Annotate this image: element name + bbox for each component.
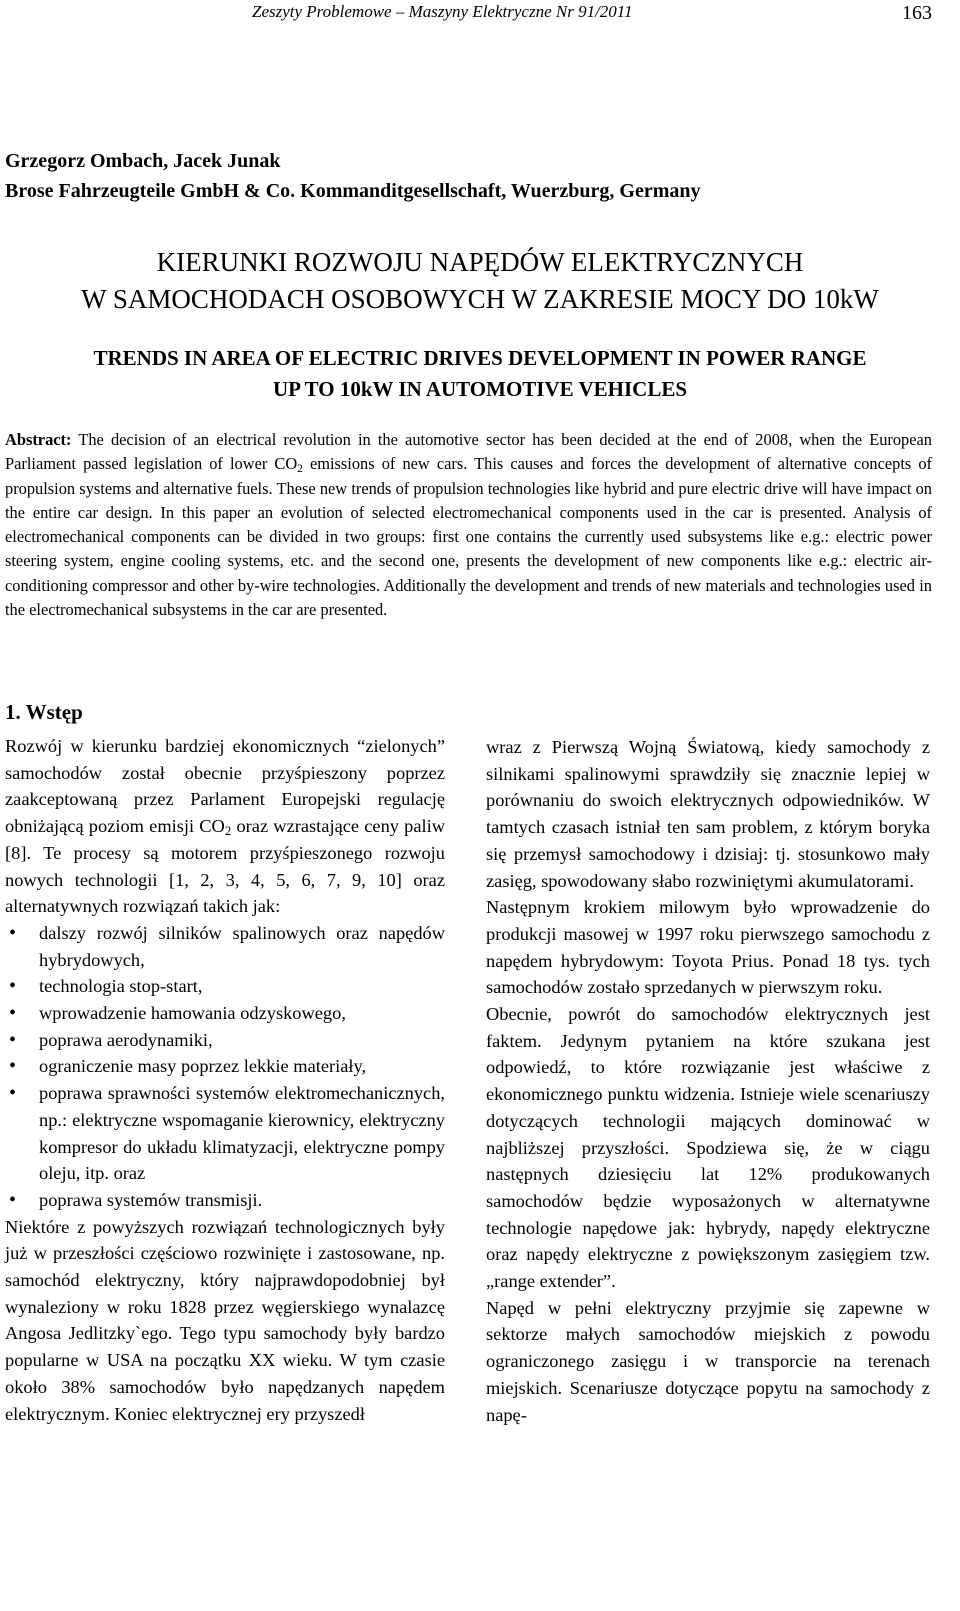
journal-title: Zeszyty Problemowe – Maszyny Elektryczne Nr 91/2011 [252, 2, 633, 21]
history-paragraph: Niektóre z powyższych rozwiązań technologicznych były już w przeszłości częściowo rozwinięte i zastosowane, np. samochód elektryczny, który najprawdopodobniej był wynaleziony w roku 1828 przez węgierskiego wynalazcę Angosa Jedlitzky`ego. Tego typu samochody były bardzo popularne w USA na początku XX wieku. W tym czasie około 38% samochodów było napędzanych napędem elektrycznym. Koniec elektrycznej ery przyszedł [5, 1216, 445, 1424]
bullet-item: • dalszy rozwój silników spalinowych oraz napędów hybrydowych, [5, 920, 445, 973]
bullet-item: • poprawa systemów transmisji. [5, 1187, 445, 1214]
section-heading: 1. Wstęp [5, 700, 83, 724]
right-paragraph-3: Obecnie, powrót do samochodów elektrycznych jest faktem. Jedynym pytaniem na które szukana jest odpowiedź, to które rozwiązanie jest właściwe z ekonomicznego punktu widzenia. Istnieje wiele scenariuszy dotyczących technologii mających dominować w najbliższej przyszłości. Spodziewa się, że w ciągu następnych dziesięciu lat 12% produkowanych samochodów będzie wyposażonych w alternatywne technologie napędowe jak: hybrydy, napędy elektryczne oraz napędy elektryczne z powiększonym zasięgiem tzw. „range extender”. [486, 1004, 930, 1292]
author-names: Grzegorz Ombach, Jacek Junak [5, 150, 281, 172]
bullet-item: • poprawa aerodynamiki, [5, 1027, 445, 1054]
page-number: 163 [902, 2, 932, 24]
bullet-item: • technologia stop-start, [5, 973, 445, 1000]
title-polish [0, 244, 960, 318]
author-affiliation: Brose Fahrzeugteile GmbH & Co. Kommanditgesellschaft, Wuerzburg, Germany [5, 180, 701, 202]
author-block [5, 146, 945, 206]
intro-paragraph [5, 733, 445, 920]
right-paragraph-1: wraz z Pierwszą Wojną Światową, kiedy samochody z silnikami spalinowymi sprawdziły się znacznie lepiej w porównaniu do swoich elektrycznych odpowiedników. W tamtych czasach istniał ten sam problem, z którym boryka się przemysł samochodowy i dzisiaj: tj. stosunkowo mały zasięg, spowodowany słabo rozwiniętymi akumulatorami. [486, 737, 930, 891]
bullet-item: • poprawa sprawności systemów elektromechanicznych, np.: elektryczne wspomaganie kierownicy, elektryczny kompresor do układu klimatyzacji, elektryczne pompy oleju, itp. oraz [5, 1080, 445, 1187]
right-paragraph-4: Napęd w pełni elektryczny przyjmie się zapewne w sektorze małych samochodów miejskich z powodu ograniczonego zasięgu i w transporcie na terenach miejskich. Scenariusze dotyczące popytu na samochody z napę- [486, 1297, 930, 1425]
title-polish-line-2: W SAMOCHODACH OSOBOWYCH W ZAKRESIE MOCY DO 10kW [81, 284, 879, 314]
abstract-label: Abstract: [5, 430, 72, 449]
abstract-subscript: 2 [297, 463, 303, 476]
title-english-line-2: UP TO 10kW IN AUTOMOTIVE VEHICLES [272, 377, 688, 401]
right-column [486, 734, 930, 1428]
title-english [0, 343, 960, 405]
bullet-item: • ograniczenie masy poprzez lekkie materiały, [5, 1053, 445, 1080]
title-polish-line-1: KIERUNKI ROZWOJU NAPĘDÓW ELEKTRYCZNYCH [156, 247, 804, 277]
left-column [5, 733, 445, 1427]
running-header [0, 0, 960, 34]
abstract-text-part-1: The decision of an electrical revolution in the automotive sector has been decided at the end of 2008, when the European Parliament passed legislation of lower CO [5, 430, 932, 474]
abstract [5, 428, 932, 622]
intro-subscript: 2 [224, 824, 232, 839]
right-paragraph-2: Następnym krokiem milowym było wprowadzenie do produkcji masowej w 1997 roku pierwszego samochodu z napędem hybrydowym: Toyota Prius. Ponad 18 tys. tych samochodów zostało sprzedanych w pierwszym roku. [486, 897, 930, 998]
intro-text-part-2: oraz wzrastające ceny paliw [8]. Te procesy są motorem przyśpieszonego rozwoju nowych technologii [1, 2, 3, 4, 5, 6, 7, 9, 10] oraz alternatywnych rozwiązań takich jak: [5, 816, 445, 917]
bullet-list [5, 920, 445, 1214]
intro-text-part-1: Rozwój w kierunku bardziej ekonomicznych “zielonych” samochodów został obecnie przyśpieszony poprzez zaakceptowaną przez Parlament Europejski regulację obniżającą poziom emisji CO [5, 736, 445, 837]
title-english-line-1: TRENDS IN AREA OF ELECTRIC DRIVES DEVELOPMENT IN POWER RANGE [93, 346, 867, 370]
bullet-item: • wprowadzenie hamowania odzyskowego, [5, 1000, 445, 1027]
abstract-text-part-2: emissions of new cars. This causes and forces the development of alternative concepts of propulsion systems and alternative fuels. These new trends of propulsion technologies like hybrid and pure electric drive will have impact on the entire car design. In this paper an evolution of selected electromechanical components used in the car is presented. Analysis of electromechanical components can be divided in two groups: first one contains the currently used subsystems like e.g.: electric power steering system, engine cooling systems, etc. and the second one, presents the development of new components like e.g.: electric air-conditioning compressor and other by-wire technologies. Additionally the development and trends of new materials and technologies used in the electromechanical subsystems in the car are presented. [5, 454, 932, 620]
